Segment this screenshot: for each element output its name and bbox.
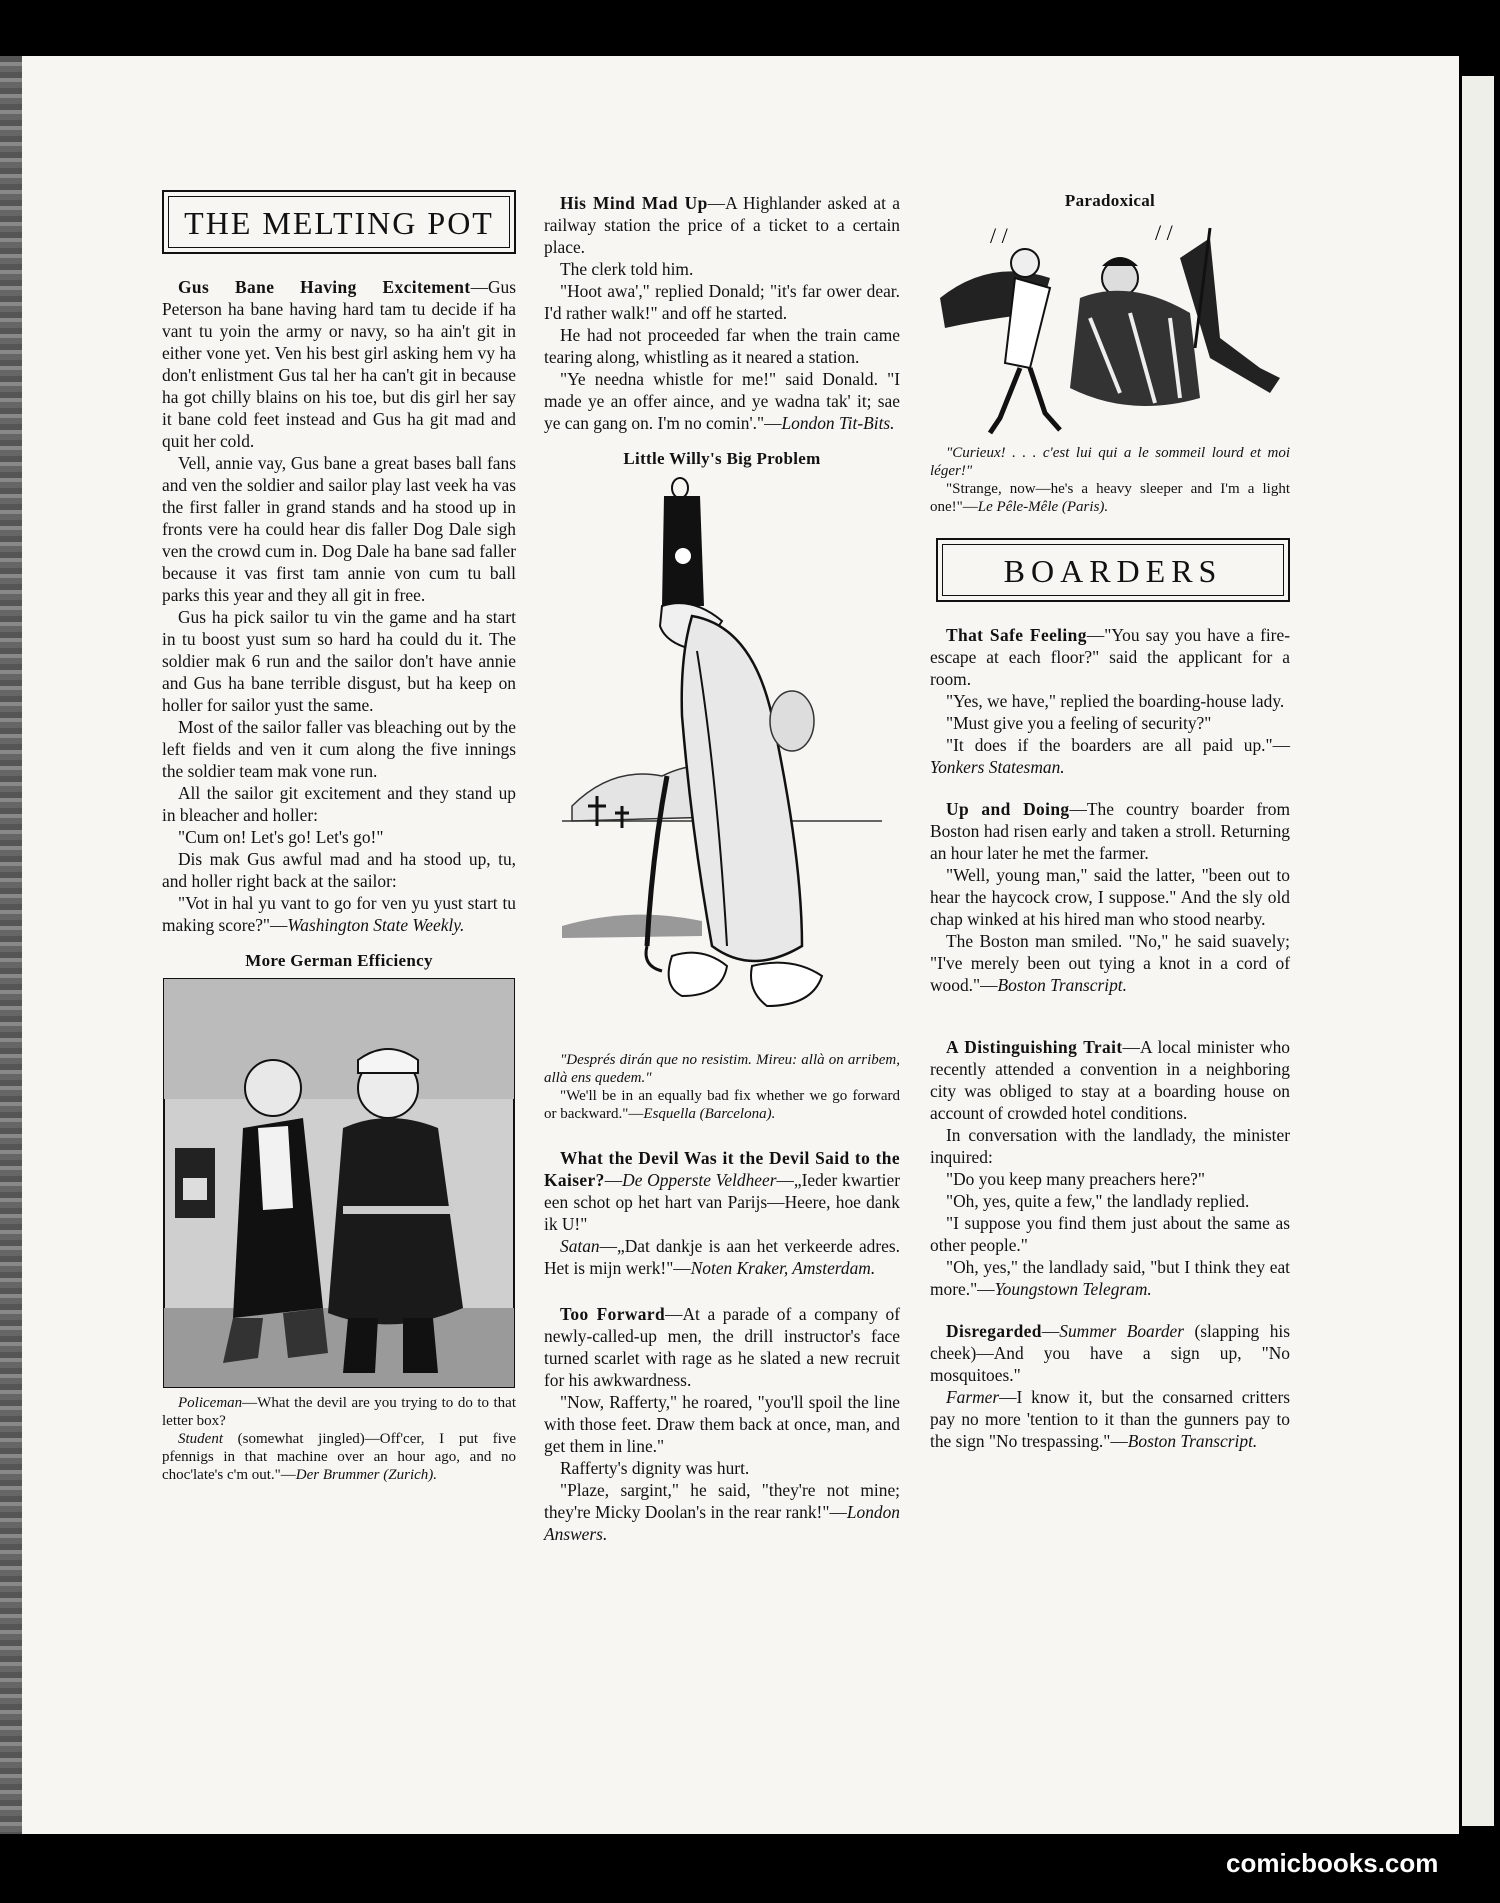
article-paragraph: "Do you keep many preachers here?" [946,1169,1205,1189]
article-paragraph: "It does if the boarders are all paid up."—Yonkers Statesman. [930,735,1290,777]
article-paragraph: "Yes, we have," replied the boarding-house lady. [946,691,1285,711]
article-paragraph: Vell, annie vay, Gus bane a great bases ball fans and ven the soldier and sailor play last veek ha vas the first faller in grand stands and ha stood up in fronts vere ha could hear dis faller Dog Dale sigh ven the crowd cum in. Dog Dale ha bane sad faller because it vas first tam annie von cum tu ball parks this year and they all git in free. [162,453,516,605]
article-heading: A Distinguishing Trait [946,1037,1123,1057]
article-heading: His Mind Mad Up [560,193,708,213]
article-source: Washington State Weekly. [287,915,465,935]
scan-edge-right [1459,56,1500,1834]
cartoon-policeman-letterbox [163,978,515,1388]
article-heading: What the Devil Was it the Devil Said to the Kaiser? [544,1148,900,1190]
article-paragraph: All the sailor git excitement and they stand up in bleacher and holler: [162,783,516,825]
cartoon-title: Little Willy's Big Problem [623,449,821,468]
article-too-forward: Too Forward—At a parade of a company of newly-called-up men, the drill instructor's face turned scarlet with rage as he slated a new recruit for his awkwardness. [544,1304,900,1390]
article-paragraph: "Oh, yes, quite a few," the landlady replied. [946,1191,1250,1211]
section-title: THE MELTING POT [168,196,510,248]
cartoon-title: Paradoxical [1064,191,1156,210]
column-right [930,190,1290,1452]
article-paragraph: "Oh, yes," the landlady said, "but I think they eat more."—Youngstown Telegram. [930,1257,1290,1299]
article-source: Youngstown Telegram. [994,1279,1152,1299]
article-disregarded: Disregarded—Summer Boarder (slapping his cheek)—And you have a sign up, "No mosquitoes." [930,1321,1290,1385]
svg-text:/ /: / / [1155,220,1173,245]
svg-text:/ /: / / [990,223,1008,248]
article-paragraph: "I suppose you find them just about the same as other people." [930,1213,1290,1255]
article-source: Yonkers Statesman. [930,757,1065,777]
article-gus-bane: Gus Bane Having Excitement—Gus Peterson ha bane having hard tam tu decide if ha vant tu yoin the army or navy, so ha ain't git in either vone yet. Ven his best girl asking hem vy ha don't enlistment Gus tal her ha can't git in because ha got chilly blains on his toe, but dis girl her say it bane cold feet instead and Gus ha git mad and quit her cold. [162,277,516,451]
article-heading: Gus Bane Having Excitement [178,277,471,297]
article-paragraph: Gus ha pick sailor tu vin the game and ha start in tu boost yust sum so hard ha could du it. The soldier mak 6 run and the sailor don't have annie and Gus ha bane terrible disgust, but ha keep on holler for sailor yust the same. [162,607,516,715]
section-title-box [162,190,516,254]
cartoon-paradoxical-soldiers [930,218,1290,436]
article-source: London Answers. [544,1502,900,1544]
article-heading: That Safe Feeling [946,625,1087,645]
article-paragraph: "Well, young man," said the latter, "been out to hear the haycock crow, I suppose." And the sly old chap winked at his hired man who stood nearby. [930,865,1290,929]
article-paragraph: "Plaze, sargint," he said, "they're not mine; they're Micky Doolan's in the rear rank!"—London Answers. [544,1480,900,1544]
article-source: London Tit-Bits. [781,413,895,433]
article-heading: Too Forward [560,1304,666,1324]
article-source: Boston Transcript. [997,975,1127,995]
cartoon-caption: "Després dirán que no resistim. Mireu: allà on arribem, allà ens quedem." "We'll be in an equally bad fix whether we go forward or backward."—Esquella (Barcelona). [544,1052,900,1122]
section-title: BOARDERS [942,544,1284,596]
cartoon-caption: Policeman—What the devil are you trying to do to that letter box? Student (somewhat jingled)—Off'cer, I put five pfennigs in that machine over an hour ago, and no choc'late's c'm out."—Der Brummer (Zurich). [162,1395,516,1483]
article-source: Boston Transcript. [1127,1431,1258,1451]
article-paragraph: Most of the sailor faller vas bleaching out by the left fields and ven it cum along the five innings the soldier team mak vone run. [162,717,516,781]
article-source: Noten Kraker, Amsterdam. [690,1258,876,1278]
article-paragraph: "Ye needna whistle for me!" said Donald. "I made ye an offer aince, and ye wadna tak' it; sae ye can gang on. I'm no comin'."—London Tit-Bits. [544,369,900,433]
article-paragraph: Satan—„Dat dankje is aan het verkeerde adres. Het is mijn werk!"—Noten Kraker, Amsterdam. [544,1236,900,1278]
section-title-box [936,538,1290,602]
article-paragraph: He had not proceeded far when the train came tearing along, whistling as it neared a station. [544,325,900,367]
article-his-mind: His Mind Mad Up—A Highlander asked at a railway station the price of a ticket to a certain place. [544,193,900,257]
column-left [162,190,516,1484]
article-paragraph: Farmer—I know it, but the consarned critters pay no more 'tention to it than the gunners pay to the sign "No trespassing."—Boston Transcript. [930,1387,1290,1451]
article-heading: Up and Doing [946,799,1070,819]
column-middle [544,192,900,1545]
article-paragraph: "Now, Rafferty," he roared, "you'll spoil the line with those feet. Draw them back at once, man, and get them in line." [544,1392,900,1456]
article-paragraph: The clerk told him. [560,259,694,279]
article-paragraph: "Cum on! Let's go! Let's go!" [178,827,384,847]
article-paragraph: "Must give you a feeling of security?" [946,713,1212,733]
article-up-and-doing: Up and Doing—The country boarder from Boston had risen early and taken a stroll. Returning an hour later he met the farmer. [930,799,1290,863]
article-paragraph: "Vot in hal yu vant to go for ven yu yust start tu making score?"—Washington State Weekly. [162,893,516,935]
article-paragraph: In conversation with the landlady, the minister inquired: [930,1125,1290,1167]
article-paragraph: "Hoot awa'," replied Donald; "it's far ower dear. I'd rather walk!" and off he started. [544,281,900,323]
site-watermark: comicbooks.com [1226,1848,1439,1878]
article-paragraph: Dis mak Gus awful mad and ha stood up, tu, and holler right back at the sailor: [162,849,516,891]
cartoon-caption: "Curieux! . . . c'est lui qui a le sommeil lourd et moi léger!" "Strange, now—he's a heavy sleeper and I'm a light one!"—Le Pêle-Mêle (Paris). [930,445,1290,515]
article-distinguishing-trait: A Distinguishing Trait—A local minister who recently attended a convention in a neighboring city was obliged to stay at a boarding house on account of crowded hotel conditions. [930,1037,1290,1123]
cartoon-kaiser-sword [552,476,892,1041]
article-safe-feeling: That Safe Feeling—"You say you have a fire-escape at each floor?" said the applicant for a room. [930,625,1290,689]
article-heading: Disregarded [946,1321,1042,1341]
scan-edge-left [0,56,22,1834]
article-paragraph: The Boston man smiled. "No," he said suavely; "I've merely been out tying a knot in a cord of wood."—Boston Transcript. [930,931,1290,995]
article-devil-kaiser: What the Devil Was it the Devil Said to the Kaiser?—De Opperste Veldheer—„Ieder kwartier een schot op het hart van Parijs—Heere, hoe dank ik U!" [544,1148,900,1234]
article-paragraph: Rafferty's dignity was hurt. [560,1458,750,1478]
cartoon-title: More German Efficiency [245,951,433,970]
